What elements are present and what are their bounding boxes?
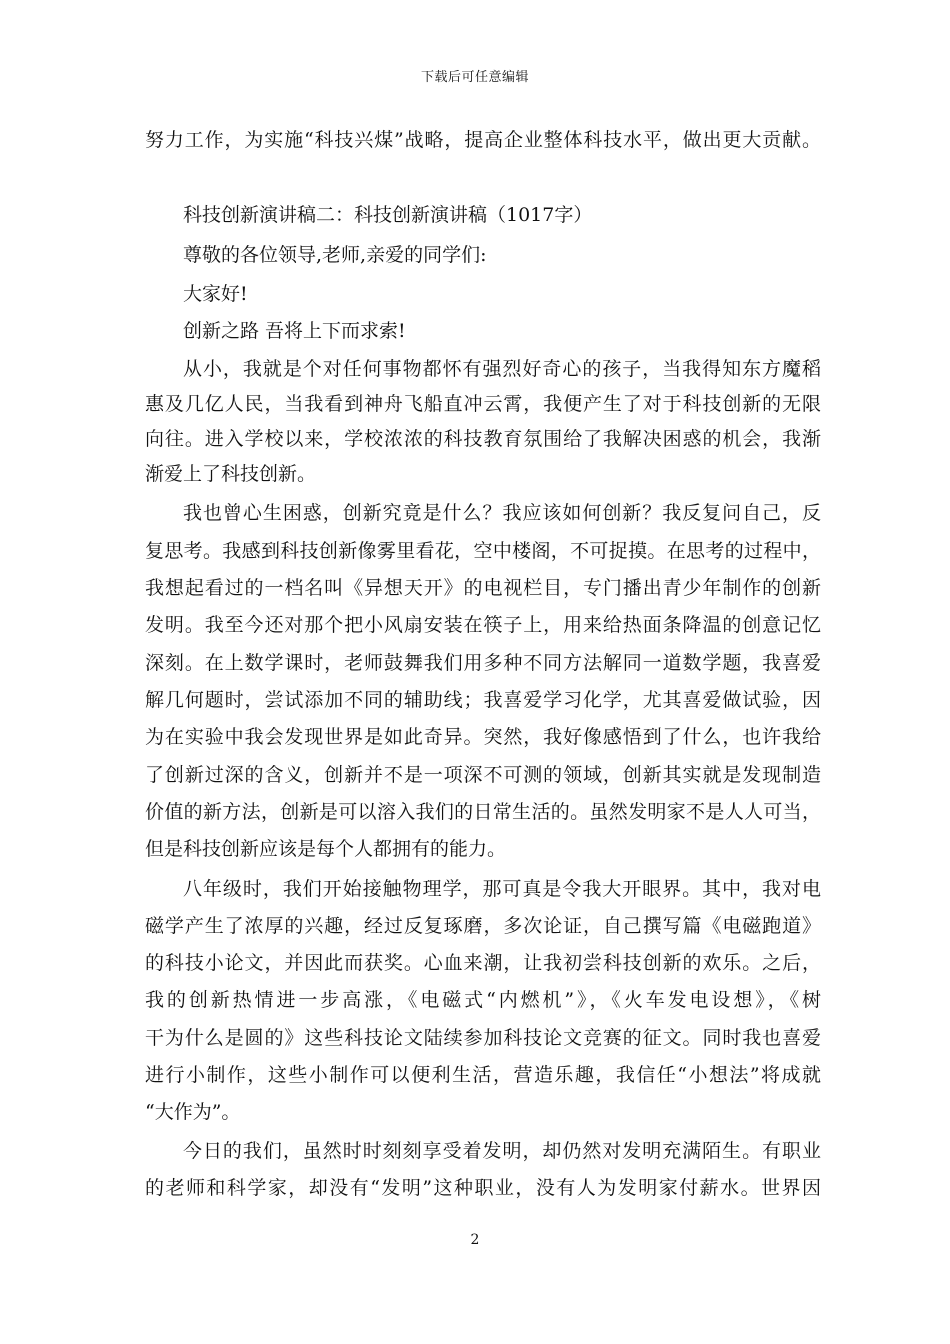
body-line: 了创新过深的含义，创新并不是一项深不可测的领域，创新其实就是发现制造 xyxy=(145,764,821,786)
body-line: 我也曾心生困惑，创新究竟是什么？我应该如何创新？我反复问自己，反 xyxy=(183,502,821,524)
body-line: 价值的新方法，创新是可以溶入我们的日常生活的。虽然发明家不是人人可当， xyxy=(145,801,821,823)
body-line: 深刻。在上数学课时，老师鼓舞我们用多种不同方法解同一道数学题，我喜爱 xyxy=(145,652,821,674)
body-line: 八年级时，我们开始接触物理学，那可真是令我大开眼界。其中，我对电 xyxy=(183,878,821,900)
salutation: 尊敬的各位领导,老师,亲爱的同学们: xyxy=(183,244,487,266)
body-line: “大作为”。 xyxy=(145,1101,241,1123)
body-line: 但是科技创新应该是每个人都拥有的能力。 xyxy=(145,838,507,860)
section-title: 科技创新演讲稿二：科技创新演讲稿（1017字） xyxy=(183,204,593,226)
body-line: 磁学产生了浓厚的兴趣，经过反复琢磨，多次论证，自己撰写篇《电磁跑道》 xyxy=(145,915,821,937)
body-line: 惠及几亿人民，当我看到神舟飞船直冲云霄，我便产生了对于科技创新的无限 xyxy=(145,393,821,415)
greeting: 大家好! xyxy=(183,283,248,305)
page-header: 下载后可任意编辑 xyxy=(420,70,529,85)
body-line: 复思考。我感到科技创新像雾里看花，空中楼阁，不可捉摸。在思考的过程中， xyxy=(145,540,821,562)
body-line: 渐爱上了科技创新。 xyxy=(145,463,317,485)
body-line: 解几何题时，尝试添加不同的辅助线；我喜爱学习化学，尤其喜爱做试验，因 xyxy=(145,689,821,711)
body-line: 努力工作，为实施“科技兴煤”战略，提高企业整体科技水平，做出更大贡献。 xyxy=(145,129,821,151)
speech-title: 创新之路 吾将上下而求索! xyxy=(183,320,406,342)
body-line: 向往。进入学校以来，学校浓浓的科技教育氛围给了我解决困惑的机会，我渐 xyxy=(145,428,821,450)
body-line: 进行小制作，这些小制作可以便利生活，营造乐趣，我信任“小想法”将成就 xyxy=(145,1064,821,1086)
body-line: 今日的我们，虽然时时刻刻享受着发明，却仍然对发明充满陌生。有职业 xyxy=(183,1140,821,1162)
body-line: 发明。我至今还对那个把小风扇安装在筷子上，用来给热面条降温的创意记忆 xyxy=(145,614,821,636)
body-line: 我的创新热情进一步高涨，《电磁式“内燃机”》，《火车发电设想》，《树 xyxy=(145,989,821,1011)
page-number: 2 xyxy=(470,1232,480,1248)
body-line: 从小，我就是个对任何事物都怀有强烈好奇心的孩子，当我得知东方魔稻 xyxy=(183,358,821,380)
body-line: 干为什么是圆的》这些科技论文陆续参加科技论文竞赛的征文。同时我也喜爱 xyxy=(145,1027,821,1049)
body-line: 的科技小论文，并因此而获奖。心血来潮，让我初尝科技创新的欢乐。之后， xyxy=(145,952,821,974)
body-line: 的老师和科学家，却没有“发明”这种职业，没有人为发明家付薪水。世界因 xyxy=(145,1177,821,1199)
body-line: 为在实验中我会发现世界是如此奇异。突然，我好像感悟到了什么，也许我给 xyxy=(145,726,821,748)
body-line: 我想起看过的一档名叫《异想天开》的电视栏目，专门播出青少年制作的创新 xyxy=(145,577,821,599)
